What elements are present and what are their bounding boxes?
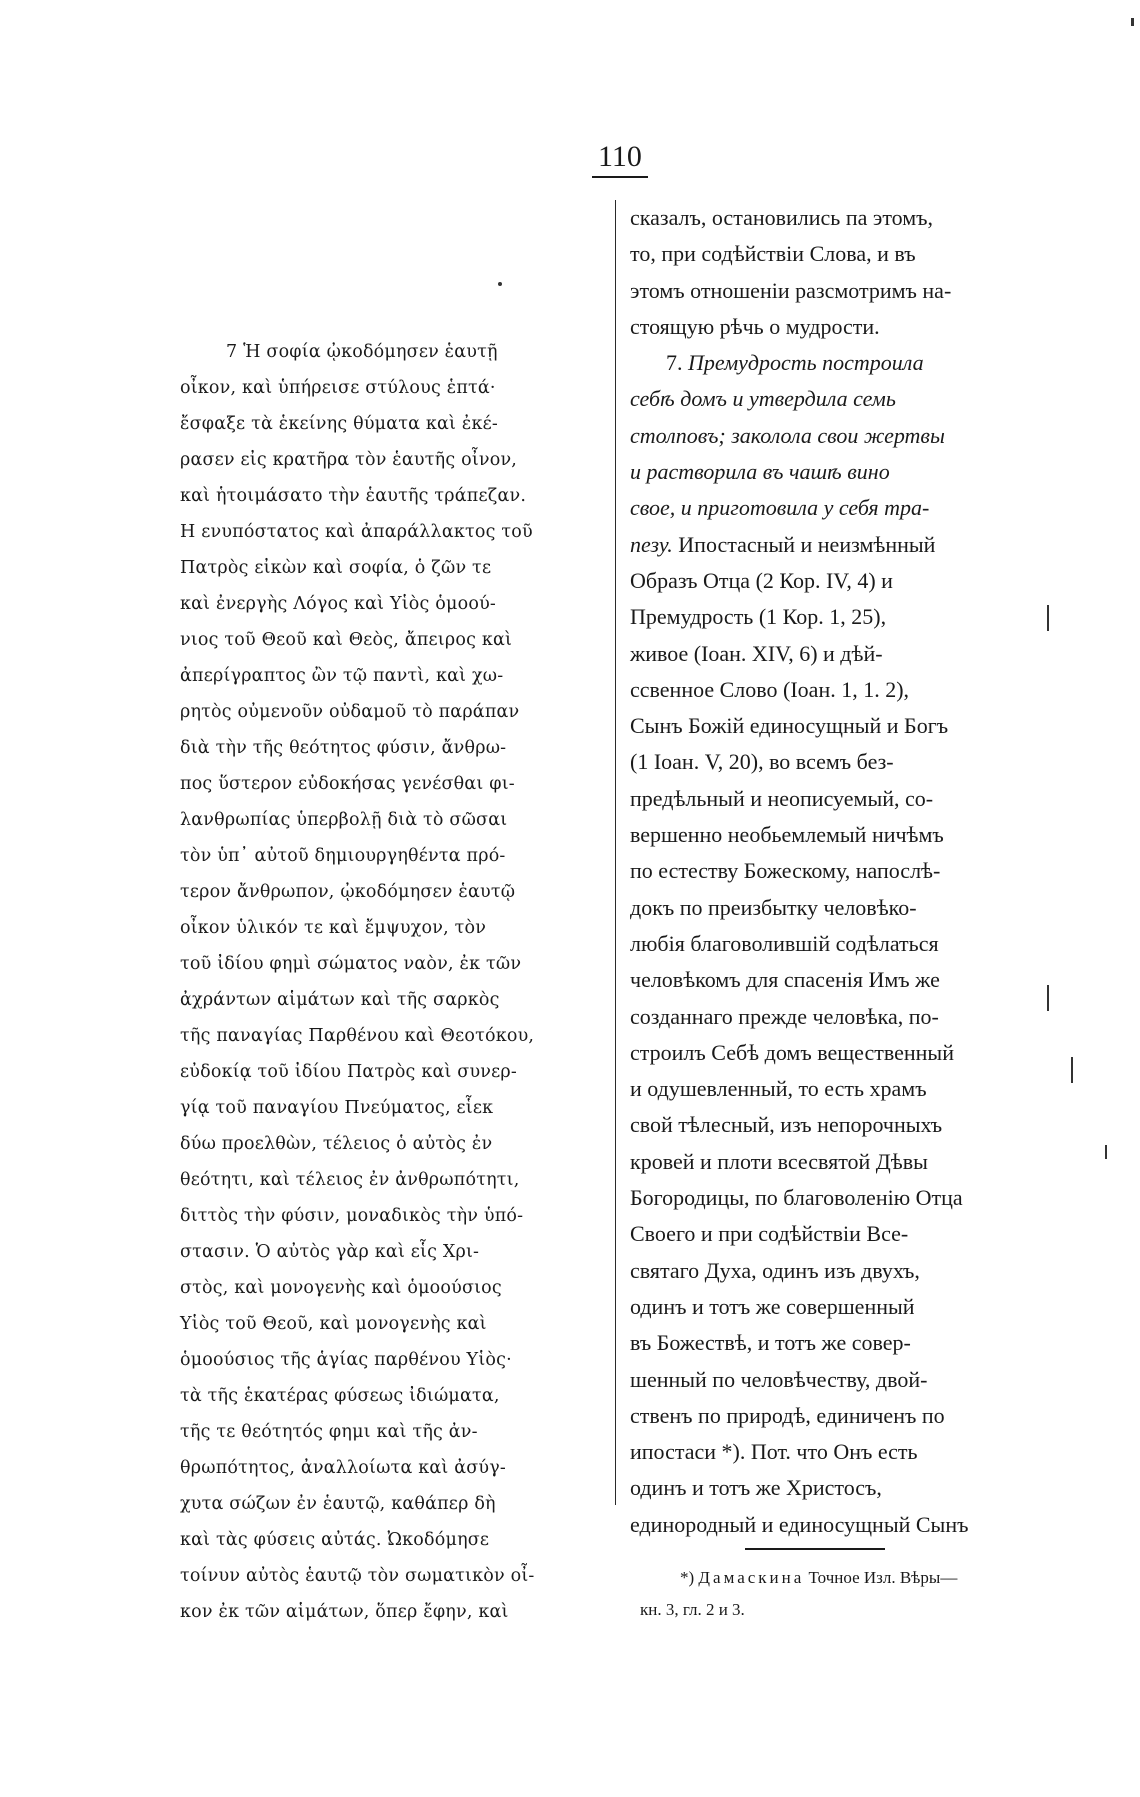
page-number: 110 <box>598 140 642 173</box>
greek-line: τὰ τῆς ἑκατέρας φύσεως ἰδιώματα, <box>180 1386 500 1406</box>
russian-line: строилъ Себѣ домъ вещественный <box>630 1039 954 1065</box>
verse-italic-line: свое, и приготовила у себя тра- <box>630 495 930 521</box>
verse-number: 7. <box>666 350 683 376</box>
greek-line: ρητὸς οὐμενοῦν οὐδαμοῦ τὸ παράπαν <box>180 702 520 722</box>
russian-text: Ипостасный и неизмѣнный <box>678 531 936 557</box>
greek-line: 7 Ἡ σοφία ᾠκοδόμησεν ἑαυτῇ <box>226 342 498 362</box>
greek-line: διὰ τὴν τῆς θεότητος φύσιν, ἄνθρω- <box>180 738 507 758</box>
verse-italic-line: и растворила въ чашѣ вино <box>630 459 890 485</box>
verse-italic: Премудрость построила <box>688 350 924 376</box>
margin-bar <box>1047 605 1049 631</box>
verse-italic-end-line <box>630 527 1030 563</box>
greek-line: κον ἐκ τῶν αἱμάτων, ὅπερ ἔφην, καὶ <box>180 1602 509 1622</box>
greek-line: καὶ ἐνεργὴς Λόγος καὶ Υἱὸς ὁμοού- <box>180 594 497 614</box>
greek-line: ρασεν εἰς κρατῆρα τὸν ἑαυτῆς οἶνον, <box>180 450 518 470</box>
russian-line: (1 Іоан. V, 20), во всемъ без- <box>630 749 894 775</box>
verse-italic: пезу. <box>630 531 673 557</box>
russian-line: вершенно необьемлемый ничѣмъ <box>630 822 944 848</box>
russian-line: Своего и при содѣйствіи Все- <box>630 1221 909 1247</box>
russian-line: одинъ и тотъ же совершенный <box>630 1293 915 1319</box>
greek-line: τερον ἄνθρωπον, ᾠκοδόμησεν ἑαυτῷ <box>180 882 516 902</box>
footnote-author: Дамаскина <box>698 1568 805 1587</box>
greek-line: χυτα σώζων ἐν ἑαυτῷ, καθάπερ δὴ <box>180 1494 496 1514</box>
greek-line: λανθρωπίας ὑπερβολῇ διὰ τὸ σῶσαι <box>180 810 508 830</box>
footnote-line <box>640 1562 1035 1594</box>
page-number-underline <box>592 176 648 178</box>
greek-line: γίᾳ τοῦ παναγίου Πνεύματος, εἷεκ <box>180 1098 494 1118</box>
russian-line: и одушевленный, то есть храмъ <box>630 1076 927 1102</box>
russian-line: предѣльный и неописуемый, со- <box>630 785 934 811</box>
russian-line: ственъ по природѣ, единиченъ по <box>630 1402 945 1428</box>
russian-line: въ Божествѣ, и тотъ же совер- <box>630 1330 911 1356</box>
margin-bar <box>1047 985 1049 1011</box>
greek-line: στασιν. Ὁ αὐτὸς γὰρ καὶ εἷς Χρι- <box>180 1242 480 1262</box>
russian-line: Богородицы, по благоволенію Отца <box>630 1185 963 1211</box>
greek-line: Υἱὸς τοῦ Θεοῦ, καὶ μονογενὴς καὶ <box>180 1314 487 1334</box>
greek-line: καὶ τὰς φύσεις αὐτάς. Ὠκοδόμησε <box>180 1530 490 1550</box>
greek-line: καὶ ἡτοιμάσατο τὴν ἑαυτῆς τράπεζαν. <box>180 486 527 506</box>
russian-line: Премудрость (1 Кор. 1, 25), <box>630 604 887 630</box>
greek-line: διττὸς τὴν φύσιν, μοναδικὸς τὴν ὑπό- <box>180 1206 524 1226</box>
russian-line: святаго Духа, одинъ изъ двухъ, <box>630 1257 920 1283</box>
greek-line: εὐδοκίᾳ τοῦ ἰδίου Πατρὸς καὶ συνερ- <box>180 1062 517 1082</box>
footnote-marker: *) <box>680 1568 695 1587</box>
greek-line: ὁμοούσιος τῆς ἁγίας παρθένου Υἱὸς· <box>180 1350 512 1370</box>
greek-column <box>180 334 588 1630</box>
footnote-title: Точное Изл. Вѣры— <box>808 1568 958 1587</box>
russian-line: созданнаго прежде человѣка, по- <box>630 1003 939 1029</box>
greek-line: ἔσφαξε τὰ ἑκείνης θύματα καὶ ἐκέ- <box>180 414 498 434</box>
footnote-line: кн. 3, гл. 2 и 3. <box>640 1600 745 1619</box>
greek-line: τοίνυν αὐτὸς ἑαυτῷ τὸν σωματικὸν οἶ- <box>180 1566 535 1586</box>
russian-line: то, при содѣйствіи Слова, и въ <box>630 241 916 267</box>
greek-line: Η ενυπόστατος καὶ ἀπαράλλακτος τοῦ <box>180 522 533 542</box>
greek-line: θρωπότητος, ἀναλλοίωτα καὶ ἀσύγ- <box>180 1458 506 1478</box>
russian-line: кровей и плоти всесвятой Дѣвы <box>630 1148 928 1174</box>
footnote-rule <box>745 1548 885 1550</box>
greek-line: τῆς παναγίας Παρθένου καὶ Θεοτόκου, <box>180 1026 535 1046</box>
greek-line: θεότητι, καὶ τέλειος ἐν ἀνθρωπότητι, <box>180 1170 520 1190</box>
margin-bar <box>1071 1057 1073 1083</box>
greek-line: δύω προελθὼν, τέλειος ὁ αὐτὸς ἐν <box>180 1134 493 1154</box>
verse-heading-line <box>630 345 1030 381</box>
edge-mark <box>1131 18 1134 26</box>
greek-line: οἶκον, καὶ ὑπήρεισε στύλους ἑπτά· <box>180 378 496 398</box>
russian-line: ссвенное Слово (Іоан. 1, 1. 2), <box>630 676 910 702</box>
margin-dot <box>1105 1145 1107 1159</box>
russian-line: свой тѣлесный, изъ непорочныхъ <box>630 1112 943 1138</box>
verse-italic-line: столповъ; заколола свои жертвы <box>630 422 945 448</box>
russian-line: стоящую рѣчь о мудрости. <box>630 313 880 339</box>
russian-line: сказалъ, остановились па этомъ, <box>630 205 934 230</box>
russian-line: докъ по преизбытку человѣко- <box>630 894 917 920</box>
greek-line: οἶκον ὑλικόν τε καὶ ἔμψυχον, τὸν <box>180 918 487 938</box>
verse-italic-line: себѣ домъ и утвердила семь <box>630 386 896 412</box>
russian-line: Сынъ Божій единосущный и Богъ <box>630 713 949 739</box>
greek-line: νιος τοῦ Θεοῦ καὶ Θεὸς, ἄπειρος καὶ <box>180 630 513 650</box>
greek-line: πος ὕστερον εὐδοκήσας γενέσθαι φι- <box>180 774 515 794</box>
greek-line: τὸν ὑπ᾽ αὐτοῦ δημιουργηθέντα πρό- <box>180 846 506 866</box>
greek-line: ἀπερίγραπτος ὢν τῷ παντὶ, καὶ χω- <box>180 666 504 686</box>
greek-line: ἀχράντων αἱμάτων καὶ τῆς σαρκὸς <box>180 990 500 1010</box>
greek-line: Πατρὸς εἰκὼν καὶ σοφία, ὁ ζῶν τε <box>180 558 492 578</box>
column-divider <box>615 200 616 1505</box>
footnote <box>640 1562 1035 1626</box>
russian-line: Образъ Отца (2 Кор. IV, 4) и <box>630 567 893 593</box>
russian-line: одинъ и тотъ же Христосъ, <box>630 1475 882 1501</box>
greek-line: τοῦ ἰδίου φημὶ σώματος ναὸν, ἐκ τῶν <box>180 954 522 974</box>
russian-line: шенный по человѣчеству, двой- <box>630 1366 928 1392</box>
russian-line: ипостаси *). Пот. что Онъ есть <box>630 1439 918 1465</box>
russian-line: по естеству Божескому, напослѣ- <box>630 858 941 884</box>
russian-column <box>630 200 1030 1543</box>
russian-line: живое (Іоан. XIV, 6) и дѣй- <box>630 640 883 666</box>
greek-line: στὸς, καὶ μονογενὴς καὶ ὁμοούσιος <box>180 1278 502 1298</box>
stray-dot <box>498 282 502 286</box>
russian-line: любія благоволившій содѣлаться <box>630 930 939 956</box>
russian-line: человѣкомъ для спасенія Имъ же <box>630 967 940 993</box>
russian-line: этомъ отношеніи разсмотримъ на- <box>630 277 952 303</box>
greek-line: τῆς τε θεότητός φημι καὶ τῆς ἀν- <box>180 1422 478 1442</box>
russian-line: единородный и единосущный Сынъ <box>630 1511 969 1537</box>
